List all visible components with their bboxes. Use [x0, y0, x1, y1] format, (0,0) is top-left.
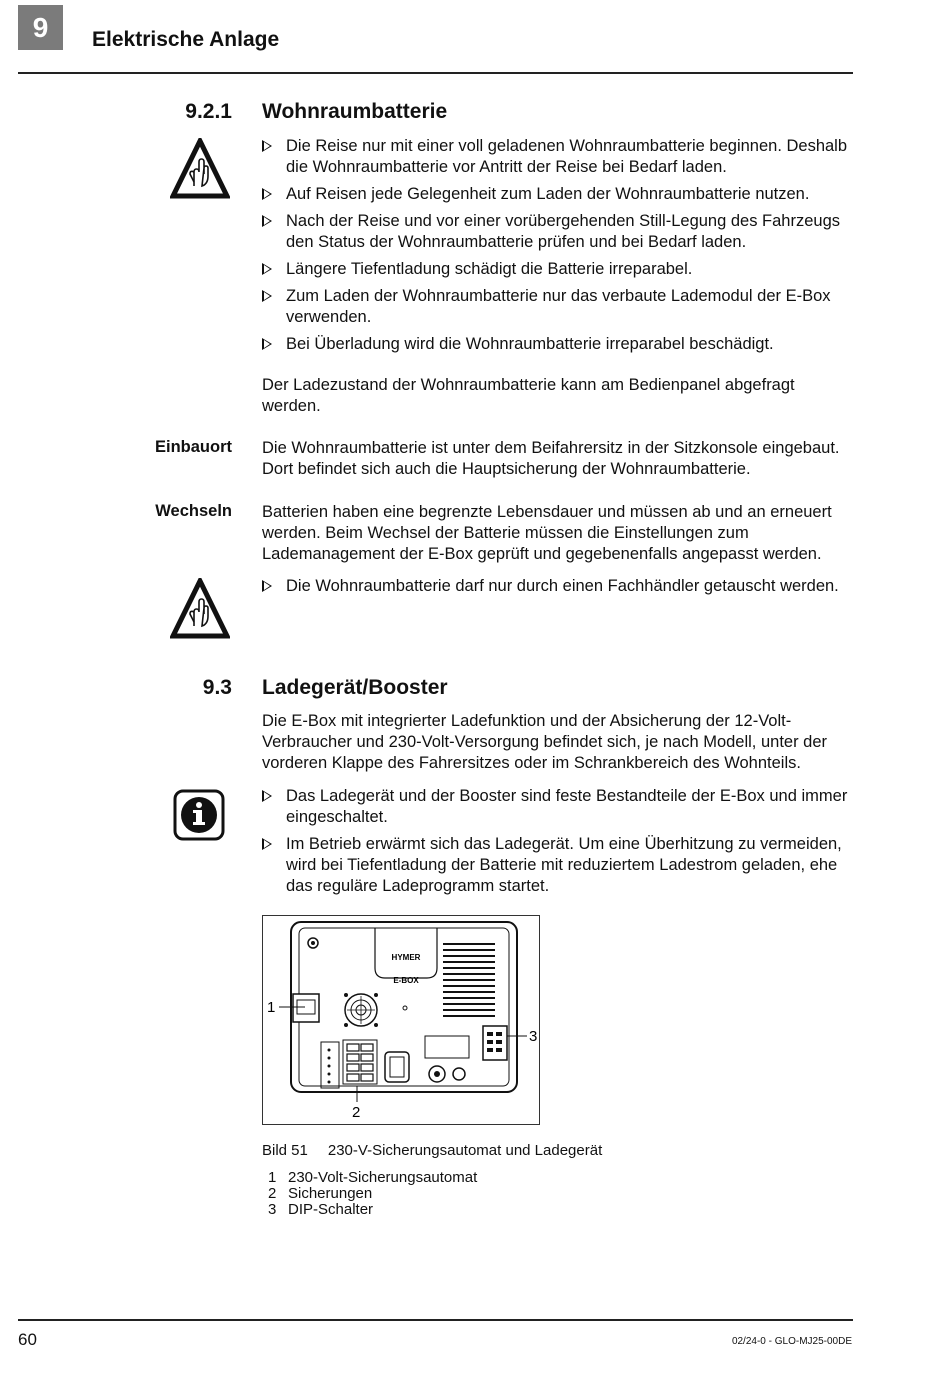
wechseln-warning-container	[262, 576, 854, 603]
list-item: Das Ladegerät und der Booster sind feste Bestandteile der E-Box und immer eingeschaltet.	[262, 786, 854, 828]
info-list-container	[262, 786, 854, 903]
section-number: 9.2.1	[185, 100, 232, 123]
wechseln-text: Batterien haben eine begrenzte Lebensdauer und müssen ab und an erneuert werden. Beim Wechsel der Batterie müssen die Einstellungen zum Lademanagement der E-Box geprüft und gegebenenfalls angepasst werden.	[262, 503, 832, 563]
list-item: Die Wohnraumbatterie darf nur durch einen Fachhändler getauscht werden.	[262, 576, 854, 597]
legend-item: 2 Sicherungen	[268, 1185, 373, 1202]
list-item: Zum Laden der Wohnraumbatterie nur das verbaute Lademodul der E-Box verwenden.	[262, 286, 854, 328]
caption-number: Bild 51	[262, 1142, 308, 1159]
header-rule	[18, 72, 853, 74]
bullet-arrow-icon	[262, 140, 272, 152]
callout-2: 2	[352, 1104, 361, 1121]
wechseln-warning-list	[262, 576, 854, 597]
chapter-number-badge: 9	[18, 5, 63, 50]
document-code: 02/24-0 - GLO-MJ25-00DE	[731, 1336, 852, 1347]
footer-rule	[18, 1319, 853, 1321]
warning-hand-icon	[170, 578, 230, 640]
figure-legend	[262, 1170, 477, 1218]
warning-hand-icon	[170, 138, 230, 200]
bullet-arrow-icon	[262, 790, 272, 802]
list-item: Nach der Reise und vor einer vorübergehenden Still-Legung des Fahrzeugs den Status der Wohnraumbatterie prüfen und bei Bedarf laden.	[262, 211, 854, 253]
figure-caption	[262, 1142, 602, 1159]
section-title: Wohnraumbatterie	[262, 100, 448, 123]
list-item: Im Betrieb erwärmt sich das Ladegerät. Um eine Überhitzung zu vermeiden, wird bei Tiefentladung der Batterie mit reduziertem Ladestrom geladen, ehe das reguläre Ladeprogramm startet.	[262, 834, 854, 897]
legend-item: 3 DIP-Schalter	[268, 1201, 374, 1218]
page-number: 60	[18, 1330, 37, 1349]
ebox-drawing	[263, 916, 539, 1124]
section-title: Ladegerät/Booster	[262, 676, 448, 699]
info-icon	[173, 789, 225, 841]
callout-1: 1	[267, 999, 276, 1016]
bullet-arrow-icon	[262, 338, 272, 350]
caption-text: 230-V-Sicherungsautomat und Ladegerät	[327, 1142, 603, 1159]
charge-status-paragraph: Der Ladezustand der Wohnraumbatterie kann am Bedienpanel abgefragt werden.	[262, 376, 795, 415]
list-item: Längere Tiefentladung schädigt die Batterie irreparabel.	[262, 259, 854, 280]
bullet-arrow-icon	[262, 838, 272, 850]
bullet-arrow-icon	[262, 188, 272, 200]
list-item: Auf Reisen jede Gelegenheit zum Laden der Wohnraumbatterie nutzen.	[262, 184, 854, 205]
einbauort-text: Die Wohnraumbatterie ist unter dem Beifahrersitz in der Sitzkonsole eingebaut. Dort befindet sich auch die Hauptsicherung der Wohnraumbatterie.	[262, 439, 840, 478]
bullet-arrow-icon	[262, 263, 272, 275]
bullet-arrow-icon	[262, 215, 272, 227]
bullet-arrow-icon	[262, 580, 272, 592]
device-label: E-BOX	[393, 976, 419, 985]
ebox-figure	[262, 915, 540, 1125]
info-list	[262, 786, 854, 897]
list-item: Die Reise nur mit einer voll geladenen Wohnraumbatterie beginnen. Deshalb die Wohnraumbatterie vor Antritt der Reise bei Bedarf laden.	[262, 136, 854, 178]
warning-list-container	[262, 136, 854, 361]
list-item: Bei Überladung wird die Wohnraumbatterie irreparabel beschädigt.	[262, 334, 854, 355]
section-number: 9.3	[202, 676, 232, 699]
warning-list	[262, 136, 854, 355]
einbauort-label: Einbauort	[155, 438, 232, 456]
wechseln-label: Wechseln	[155, 502, 232, 520]
legend-item: 1 230-Volt-Sicherungsautomat	[268, 1169, 478, 1186]
bullet-arrow-icon	[262, 290, 272, 302]
callout-3: 3	[529, 1028, 538, 1045]
ebox-location-paragraph: Die E-Box mit integrierter Ladefunktion und der Absicherung der 12-Volt-Verbraucher und 230-Volt-Versorgung befindet sich, je nach Modell, unter der vorderen Klappe des Fahrersitzes oder im Schrankbereich des Wohnteils.	[262, 712, 828, 772]
device-brand: HYMER	[391, 953, 421, 962]
chapter-title: Elektrische Anlage	[92, 28, 280, 51]
